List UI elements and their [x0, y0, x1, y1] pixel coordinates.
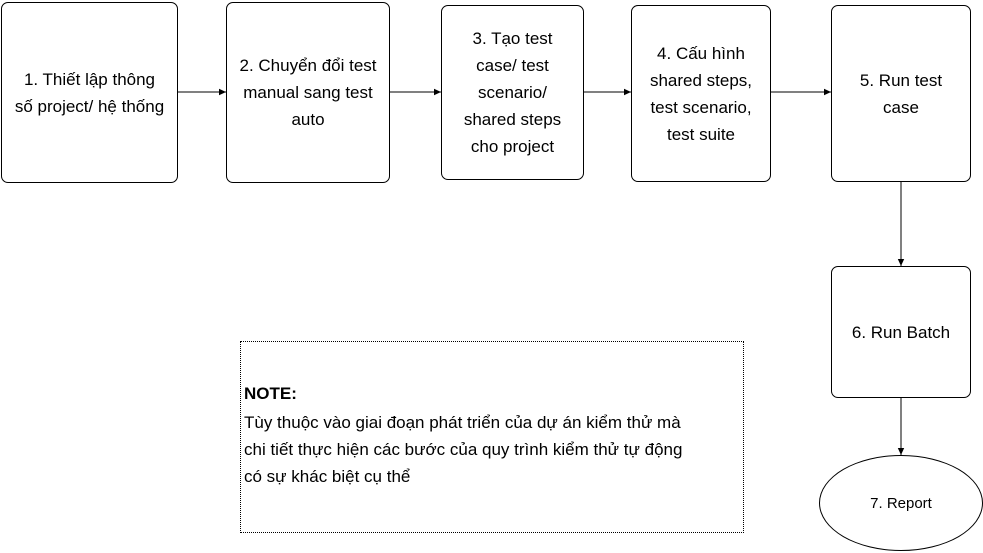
step-1-label: 1. Thiết lập thông số project/ hệ thống — [14, 69, 165, 116]
note-body: Tùy thuộc vào giai đoạn phát triển của dự án kiểm thử mà chi tiết thực hiện các bước của quy trình kiểm thử tự động có sự khác biệt cụ thể — [244, 413, 683, 486]
step-6-label: 6. Run Batch — [851, 322, 951, 342]
note-title: NOTE: — [244, 384, 297, 403]
report-label: 7. Report — [870, 494, 932, 512]
step-3-box — [441, 5, 584, 180]
step-4-label: 4. Cấu hình shared steps, test scenario, test suite — [649, 43, 753, 144]
report-ellipse — [819, 455, 983, 551]
step-6-box — [831, 266, 971, 398]
step-2-box — [226, 2, 390, 183]
note-box — [240, 341, 744, 533]
step-5-label: 5. Run test case — [859, 70, 943, 117]
step-5-box — [831, 5, 971, 182]
step-1-box — [1, 2, 178, 183]
step-2-label: 2. Chuyển đổi test manual sang test auto — [239, 56, 377, 129]
step-4-box — [631, 5, 771, 182]
step-3-label: 3. Tạo test case/ test scenario/ shared steps cho project — [463, 29, 562, 156]
